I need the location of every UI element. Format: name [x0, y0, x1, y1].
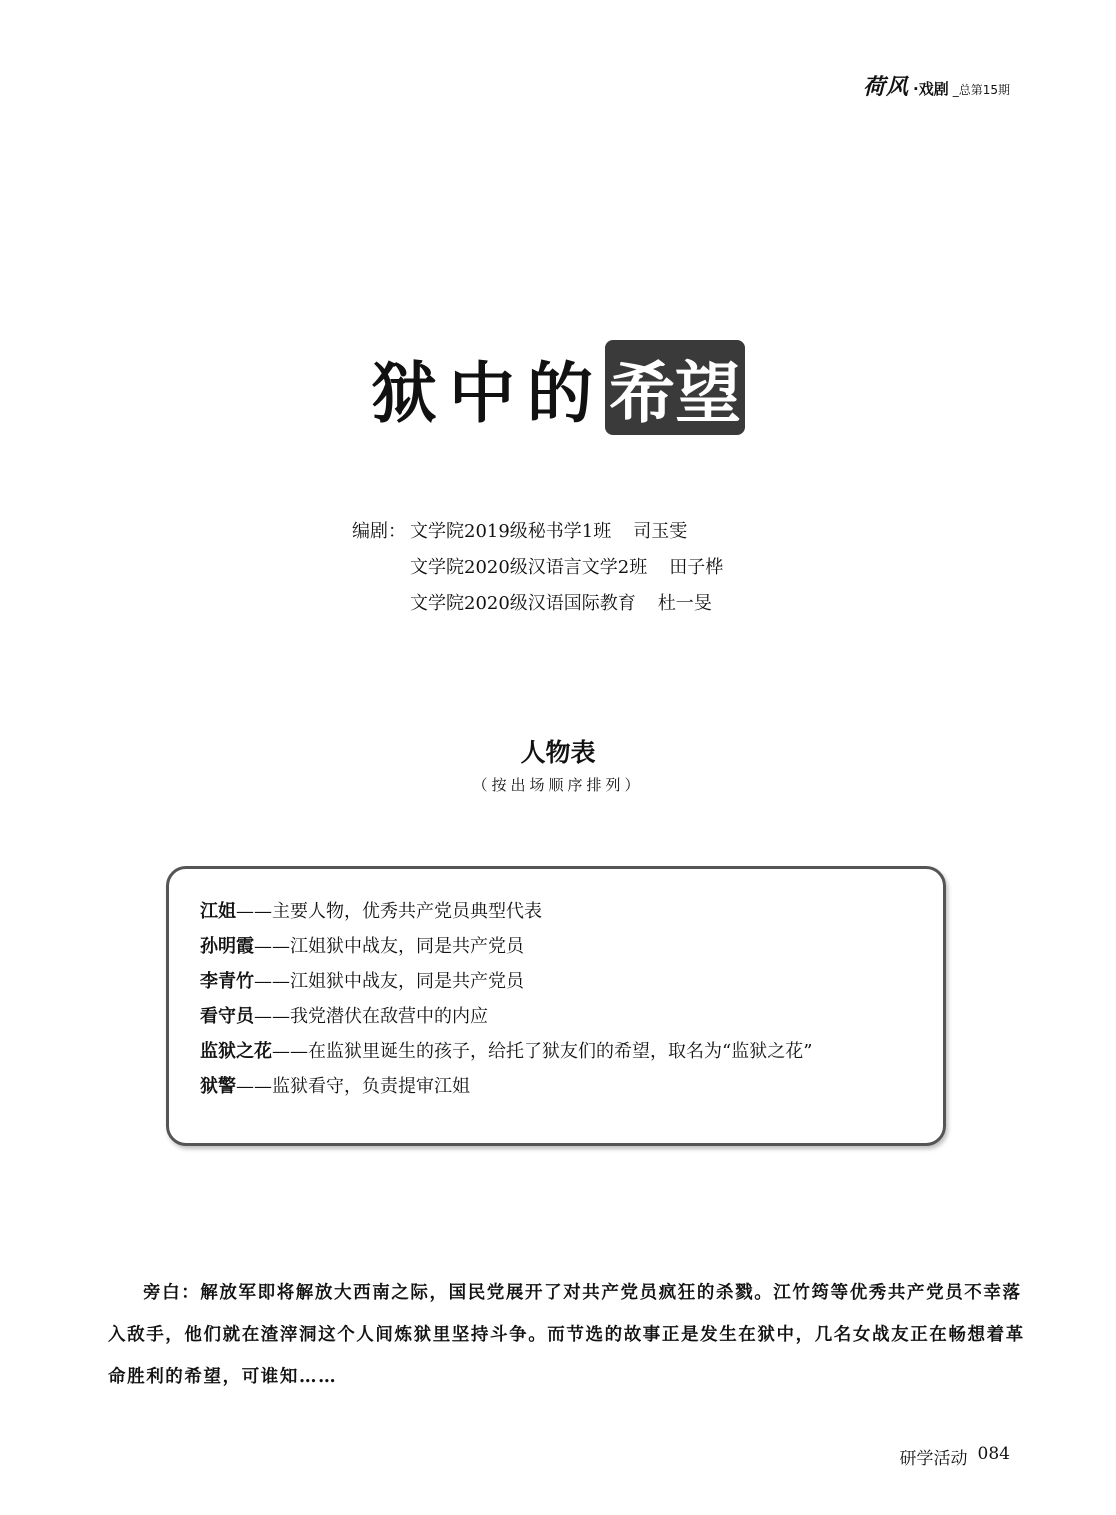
cast-desc: ——主要人物，优秀共产党员典型代表 — [236, 901, 542, 922]
magazine-name: 荷风 — [863, 74, 910, 100]
cast-desc: ——江姐狱中战友，同是共产党员 — [254, 971, 524, 992]
author-affiliation: 文学院2020级汉语言文学2班 — [410, 557, 648, 578]
author-name: 田子桦 — [669, 557, 724, 578]
author-credits — [352, 514, 723, 622]
cast-item — [200, 894, 812, 929]
author-name: 司玉雯 — [633, 521, 688, 542]
author-row — [352, 550, 723, 586]
cast-item — [200, 964, 812, 999]
cast-desc: ——在监狱里诞生的孩子，给托了狱友们的希望，取名为“监狱之花” — [272, 1041, 813, 1062]
author-row — [352, 586, 723, 622]
narration-paragraph: 旁白：解放军即将解放大西南之际，国民党展开了对共产党员疯狂的杀戮。江竹筠等优秀共产党员不幸落入敌手，他们就在渣滓洞这个人间炼狱里坚持斗争。而节选的故事正是发生在狱中，几名女战友正在畅想着革命胜利的希望，可谁知…… — [108, 1283, 1025, 1387]
cast-name: 江姐 — [200, 901, 236, 922]
cast-title: 人物表 — [520, 738, 596, 767]
title-decorated: 希望 — [605, 340, 745, 435]
page-footer — [900, 1444, 1010, 1469]
cast-desc: ——江姐狱中战友，同是共产党员 — [254, 936, 524, 957]
play-title — [0, 340, 1116, 435]
cast-desc: ——我党潜伏在敌营中的内应 — [254, 1006, 488, 1027]
author-label: 编剧： — [352, 521, 406, 542]
author-name: 杜一旻 — [657, 593, 712, 614]
author-affiliation: 文学院2019级秘书学1班 — [410, 521, 612, 542]
cast-name: 李青竹 — [200, 971, 254, 992]
author-row — [352, 514, 723, 550]
cast-name: 孙明霞 — [200, 936, 254, 957]
cast-name: 狱警 — [200, 1076, 236, 1097]
cast-desc: ——监狱看守，负责提审江姐 — [236, 1076, 470, 1097]
cast-item — [200, 1034, 812, 1069]
cast-name: 看守员 — [200, 1006, 254, 1027]
cast-subtitle: （按出场顺序排列） — [472, 776, 644, 794]
issue-number: _总第15期 — [952, 83, 1010, 97]
footer-section: 研学活动 — [899, 1449, 968, 1469]
cast-item — [200, 999, 812, 1034]
author-affiliation: 文学院2020级汉语国际教育 — [410, 593, 636, 614]
section-name: ·戏剧 — [913, 80, 949, 98]
title-main: 狱中的 — [371, 354, 605, 432]
page-number: 084 — [977, 1444, 1010, 1464]
cast-item — [200, 929, 812, 964]
cast-name: 监狱之花 — [200, 1041, 272, 1062]
page-header — [863, 70, 1010, 101]
cast-list — [200, 894, 812, 1104]
cast-item — [200, 1069, 812, 1104]
